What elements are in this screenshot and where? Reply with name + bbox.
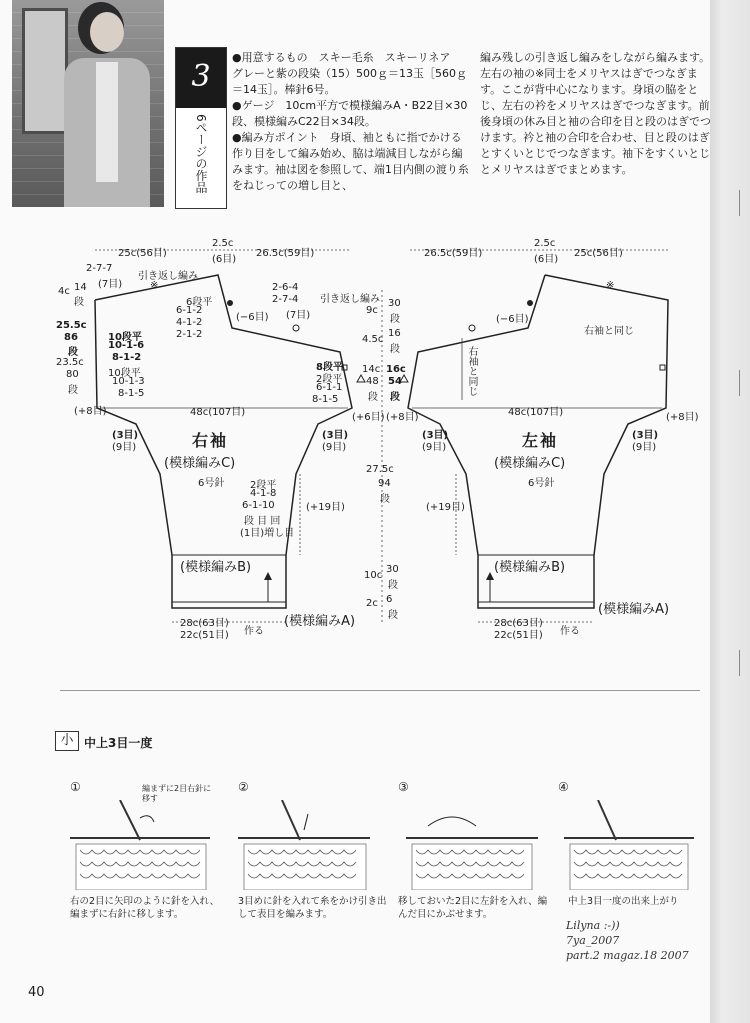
- right-left-23-5c: 23.5c: [56, 357, 84, 368]
- right-left-4c: 4c: [58, 286, 70, 297]
- right-bottom-28: 28c(63目): [180, 618, 229, 629]
- points-text: ●編み方ポイント 身頃、袖ともに指でかける作り目をして編み始め、脇は端減目しながら編みます。袖は図を参照して、端1目内側の渡り糸をねじっての増し目と、: [232, 131, 469, 192]
- left-three-right: (3目): [632, 430, 659, 441]
- right-top-left-width: 25c(56目): [118, 248, 167, 259]
- right-left-block-3: 8-1-2: [112, 352, 142, 363]
- center-plus8: (+8目): [386, 412, 419, 423]
- step-note: 編まずに2目右針に移す: [142, 784, 212, 803]
- center-16c: 16c: [386, 364, 406, 375]
- pattern-page-reference: 6ページの作品: [194, 114, 208, 194]
- right-plus6: (+6目): [352, 412, 385, 423]
- knitting-illustration: [70, 800, 220, 890]
- right-short-rows-left: 2-7-7: [86, 263, 113, 274]
- right-pattern-b: (模様編みB): [180, 560, 252, 575]
- right-top-mid-width: 2.5c: [212, 238, 234, 249]
- pattern-number-badge: [175, 47, 227, 209]
- right-inc-4: 段 目 回: [244, 516, 281, 527]
- step-caption: 移しておいた2目に左針を入れ、編んだ目にかぶせます。: [398, 896, 548, 920]
- center-10c: 10c: [364, 570, 383, 581]
- center-6: 6: [386, 594, 393, 605]
- right-short-rows-right-2: 2-7-4: [272, 294, 299, 305]
- center-48: 48: [366, 376, 379, 387]
- left-top-left-width: 26.5c(59目): [424, 248, 483, 259]
- gauge-text: ●ゲージ 10cm平方で模様編みA・B22目×30段、模様編みC22目×34段。: [232, 99, 468, 128]
- right-dec-3: 2-1-2: [176, 329, 203, 340]
- right-left-block-6: 8-1-5: [118, 388, 145, 399]
- left-minus6: (−6目): [496, 314, 529, 325]
- right-left-block-2: 10-1-6: [108, 340, 145, 351]
- right-three-right: (3目): [322, 430, 349, 441]
- right-inc-5: (1目)増し目: [240, 528, 295, 539]
- left-nine-left: (9目): [422, 442, 447, 453]
- left-plus19: (+19目): [426, 502, 465, 513]
- right-inc-1: 2段平: [250, 480, 277, 491]
- right-minus6: (−6目): [236, 312, 269, 323]
- center-94-dan: 段: [380, 494, 390, 505]
- right-left-80-dan: 段: [68, 385, 78, 396]
- center-6-dan: 段: [388, 610, 398, 621]
- right-short-rows-label: 引き返し編み: [138, 271, 198, 282]
- knitting-illustration: [238, 800, 388, 890]
- step-number: ①: [70, 780, 81, 794]
- knitting-illustration: [398, 800, 548, 890]
- right-sleeve-needle: 6号針: [198, 478, 225, 489]
- right-width-48: 48c(107目): [190, 407, 246, 418]
- right-dec-6dan: 6段平: [186, 297, 213, 308]
- center-27-5c: 27.5c: [366, 464, 394, 475]
- signature-line-1: Lilyna :-)): [566, 919, 620, 932]
- technique-step-3: [398, 780, 548, 920]
- instructions-column: 編み残しの引き返し編みをしながら編みます。左右の袖の※同士をメリヤスはぎでつなぎます。ここが背中心になります。身頃の脇をとじ、左右の衿をメリヤスはぎでつなぎます。前後身頃の休み目と袖の合印を目と段のはぎでつけます。衿と袖の合印を合わせ、目と段のはぎとすくいとじでつなぎます。袖下をすくいとじとメリヤスはぎでまとめます。: [480, 51, 711, 176]
- right-nine-right: (9目): [322, 442, 347, 453]
- left-same-as-right: 右袖と同じ: [584, 326, 634, 337]
- right-three-left: (3目): [112, 430, 139, 441]
- step-caption: 右の2目に矢印のように針を入れ、編まずに右針に移します。: [70, 896, 220, 920]
- left-same-as-right-vertical: 右袖と同じ: [466, 346, 477, 396]
- left-sleeve-pattern: (模様編みC): [494, 456, 566, 471]
- center-9c: 9c: [366, 305, 378, 316]
- right-dec-1: 6-1-2: [176, 305, 203, 316]
- materials-text: ●用意するもの スキー毛糸 スキーリネア グレーと紫の段染（15）500ｇ＝13玉［560ｇ＝14玉］。棒針6号。: [232, 51, 467, 96]
- right-bottom-22: 22c(51目): [180, 630, 229, 641]
- left-pattern-b: (模様編みB): [494, 560, 566, 575]
- right-top-mid-stitches: (6目): [212, 254, 237, 265]
- right-short-rows-left-stitches: (7目): [98, 279, 123, 290]
- step-number: ③: [398, 780, 409, 794]
- right-inc-3: 6-1-10: [242, 500, 275, 511]
- pattern-number: 3: [176, 48, 226, 108]
- edge-tab: [739, 190, 750, 216]
- center-4-5c: 4.5c: [362, 334, 384, 345]
- right-left-block-4: 10段平: [108, 368, 141, 379]
- right-short-rows-right-3: (7目): [286, 310, 311, 321]
- signature-line-3: part.2 magaz.18 2007: [566, 949, 689, 962]
- left-width-48: 48c(107目): [508, 407, 564, 418]
- center-30b: 30: [386, 564, 399, 575]
- materials-column: [232, 50, 472, 194]
- center-54: 54: [388, 376, 402, 387]
- right-right-block-1: 8段平: [316, 362, 343, 373]
- center-94: 94: [378, 478, 391, 489]
- left-sleeve-needle: 6号針: [528, 478, 555, 489]
- sleeve-diagram: [0, 230, 712, 650]
- step-number: ④: [558, 780, 569, 794]
- right-left-86: 86: [64, 332, 78, 343]
- center-16-dan: 段: [390, 344, 400, 355]
- right-right-block-3: 6-1-1: [316, 382, 343, 393]
- center-30b-dan: 段: [388, 580, 398, 591]
- decrease-symbol-icon: 小: [55, 731, 79, 751]
- right-asterisk-mark: ※: [150, 280, 159, 291]
- center-54-dan: 段: [390, 392, 400, 403]
- signature-line-2: 7ya_2007: [566, 934, 620, 947]
- right-dec-2: 4-1-2: [176, 317, 203, 328]
- step-caption: 3目めに針を入れて糸をかけ引き出して表目を編みます。: [238, 896, 387, 920]
- right-left-14-dan: 段: [74, 297, 84, 308]
- right-inc-2: 4-1-8: [250, 488, 277, 499]
- step-number: ②: [238, 780, 249, 794]
- right-plus8-left: (+8目): [74, 406, 107, 417]
- right-sleeve-name: 右袖: [192, 431, 229, 450]
- step-caption: 中上3目一度の出来上がり: [568, 896, 679, 907]
- left-top-mid-width: 2.5c: [534, 238, 556, 249]
- edge-tab: [739, 370, 750, 396]
- right-make-label: 作る: [244, 626, 264, 637]
- right-short-rows-label-2: 引き返し編み: [320, 294, 380, 305]
- edge-tab: [739, 650, 750, 676]
- page-edge: [710, 0, 750, 1023]
- left-make-label: 作る: [560, 626, 580, 637]
- left-top-mid-stitches: (6目): [534, 254, 559, 265]
- right-left-86-dan: 段: [68, 347, 78, 358]
- left-bottom-22: 22c(51目): [494, 630, 543, 641]
- right-left-block-1: 10段平: [108, 332, 142, 343]
- center-30-dan: 段: [390, 314, 400, 325]
- technique-step-1: [70, 780, 220, 920]
- center-48-dan: 段: [368, 392, 378, 403]
- knitting-illustration: [558, 800, 708, 890]
- right-left-25-5c: 25.5c: [56, 320, 87, 331]
- page-number: 40: [28, 985, 45, 1000]
- center-16: 16: [388, 328, 401, 339]
- center-14c: 14c: [362, 364, 381, 375]
- scanner-signature: [566, 918, 689, 963]
- right-nine-left: (9目): [112, 442, 137, 453]
- right-left-block-5: 10-1-3: [112, 376, 145, 387]
- right-left-14: 14: [74, 282, 87, 293]
- center-30: 30: [388, 298, 401, 309]
- right-pattern-a: (模様編みA): [284, 614, 356, 629]
- right-plus19: (+19目): [306, 502, 345, 513]
- section-divider: [60, 690, 700, 691]
- right-right-block-2: 2段平: [316, 374, 343, 385]
- left-sleeve-name: 左袖: [522, 431, 559, 450]
- left-bottom-28: 28c(63目): [494, 618, 543, 629]
- right-sleeve-pattern: (模様編みC): [164, 456, 236, 471]
- model-photo: [12, 0, 164, 207]
- technique-step-4: [558, 780, 708, 920]
- left-plus8: (+8目): [666, 412, 699, 423]
- technique-title: 中上3目一度: [84, 736, 153, 750]
- left-nine-right: (9目): [632, 442, 657, 453]
- left-asterisk-mark: ※: [606, 280, 615, 291]
- technique-step-2: [238, 780, 388, 920]
- left-pattern-a: (模様編みA): [598, 602, 670, 617]
- right-right-block-4: 8-1-5: [312, 394, 339, 405]
- right-top-right-width: 26.5c(59目): [256, 248, 315, 259]
- left-top-right-width: 25c(56目): [574, 248, 623, 259]
- center-2c: 2c: [366, 598, 378, 609]
- right-short-rows-right-1: 2-6-4: [272, 282, 299, 293]
- right-left-80: 80: [66, 369, 79, 380]
- left-three-left: (3目): [422, 430, 449, 441]
